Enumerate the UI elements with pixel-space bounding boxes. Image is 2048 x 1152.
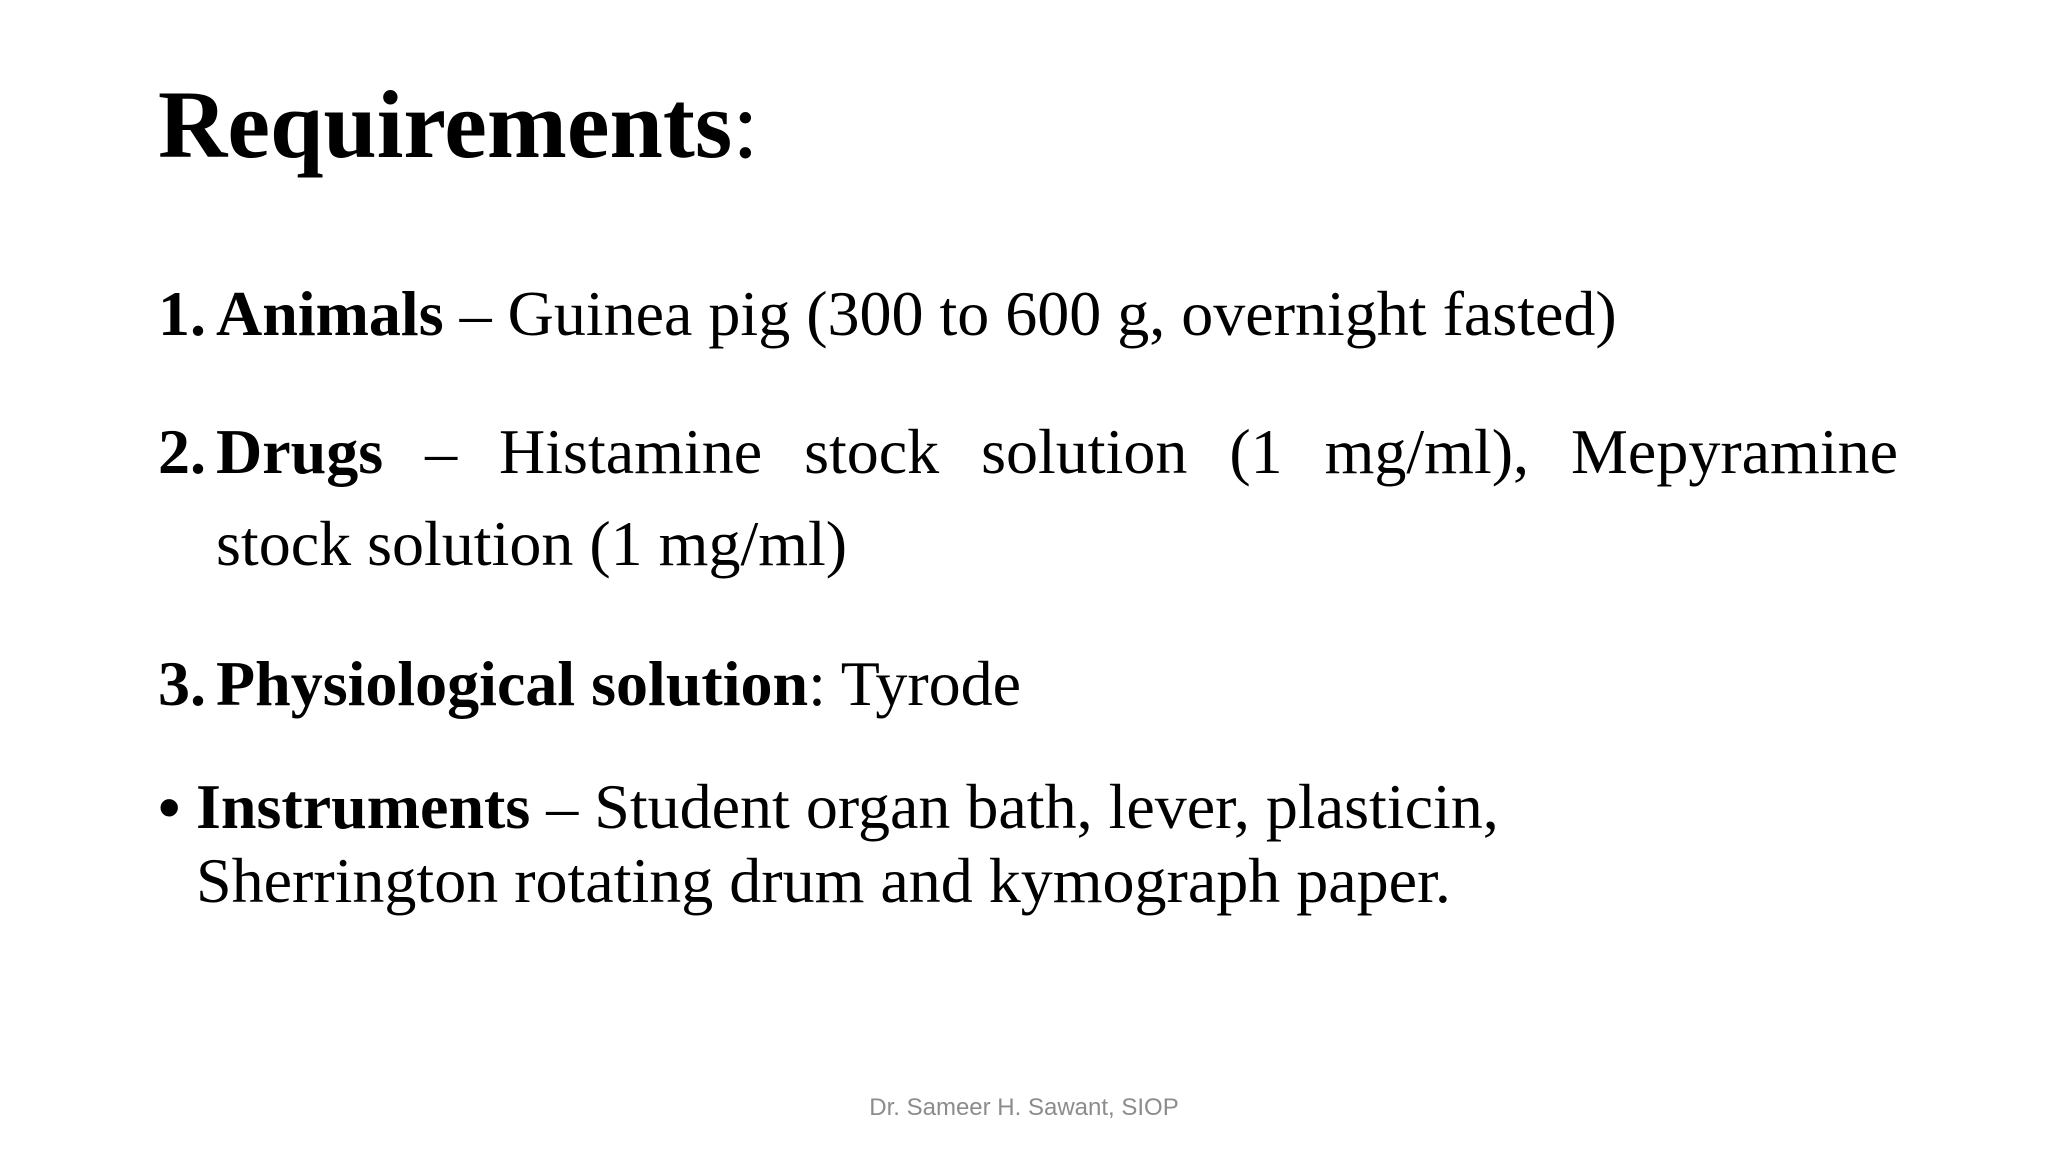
item-label: Physiological solution [216,648,809,719]
slide-footer: Dr. Sameer H. Sawant, SIOP [869,1094,1179,1121]
item-number: 3. [158,648,206,719]
bullet-line-1 [196,770,1499,844]
item-line-1 [216,406,1898,498]
item-body [216,406,1898,590]
bullet-label: Instruments [196,771,531,842]
item-text: : Tyrode [808,648,1022,719]
bullet-icon: • [158,771,181,843]
item-text: – Histamine stock solution (1 mg/ml), Mepyramine [383,416,1898,487]
item-label: Drugs [216,416,384,487]
slide-title [158,70,759,180]
item-text: – Guinea pig (300 to 600 g, overnight fasted) [443,278,1617,349]
item-label: Animals [216,278,444,349]
bullet-text: – Student organ bath, lever, plasticin, [530,771,1499,842]
requirement-item-drugs [158,406,1898,596]
slide-title-text: Requirements [158,71,733,178]
bullet-line-2: Sherrington rotating drum and kymograph paper. [196,845,1451,916]
slide-title-colon: : [732,71,759,178]
item-body [216,638,1021,730]
bullet-body [196,770,1499,918]
item-number: 1. [158,278,206,349]
item-line-2: stock solution (1 mg/ml) [216,508,848,579]
item-number: 2. [158,416,206,487]
item-body [216,268,1617,360]
